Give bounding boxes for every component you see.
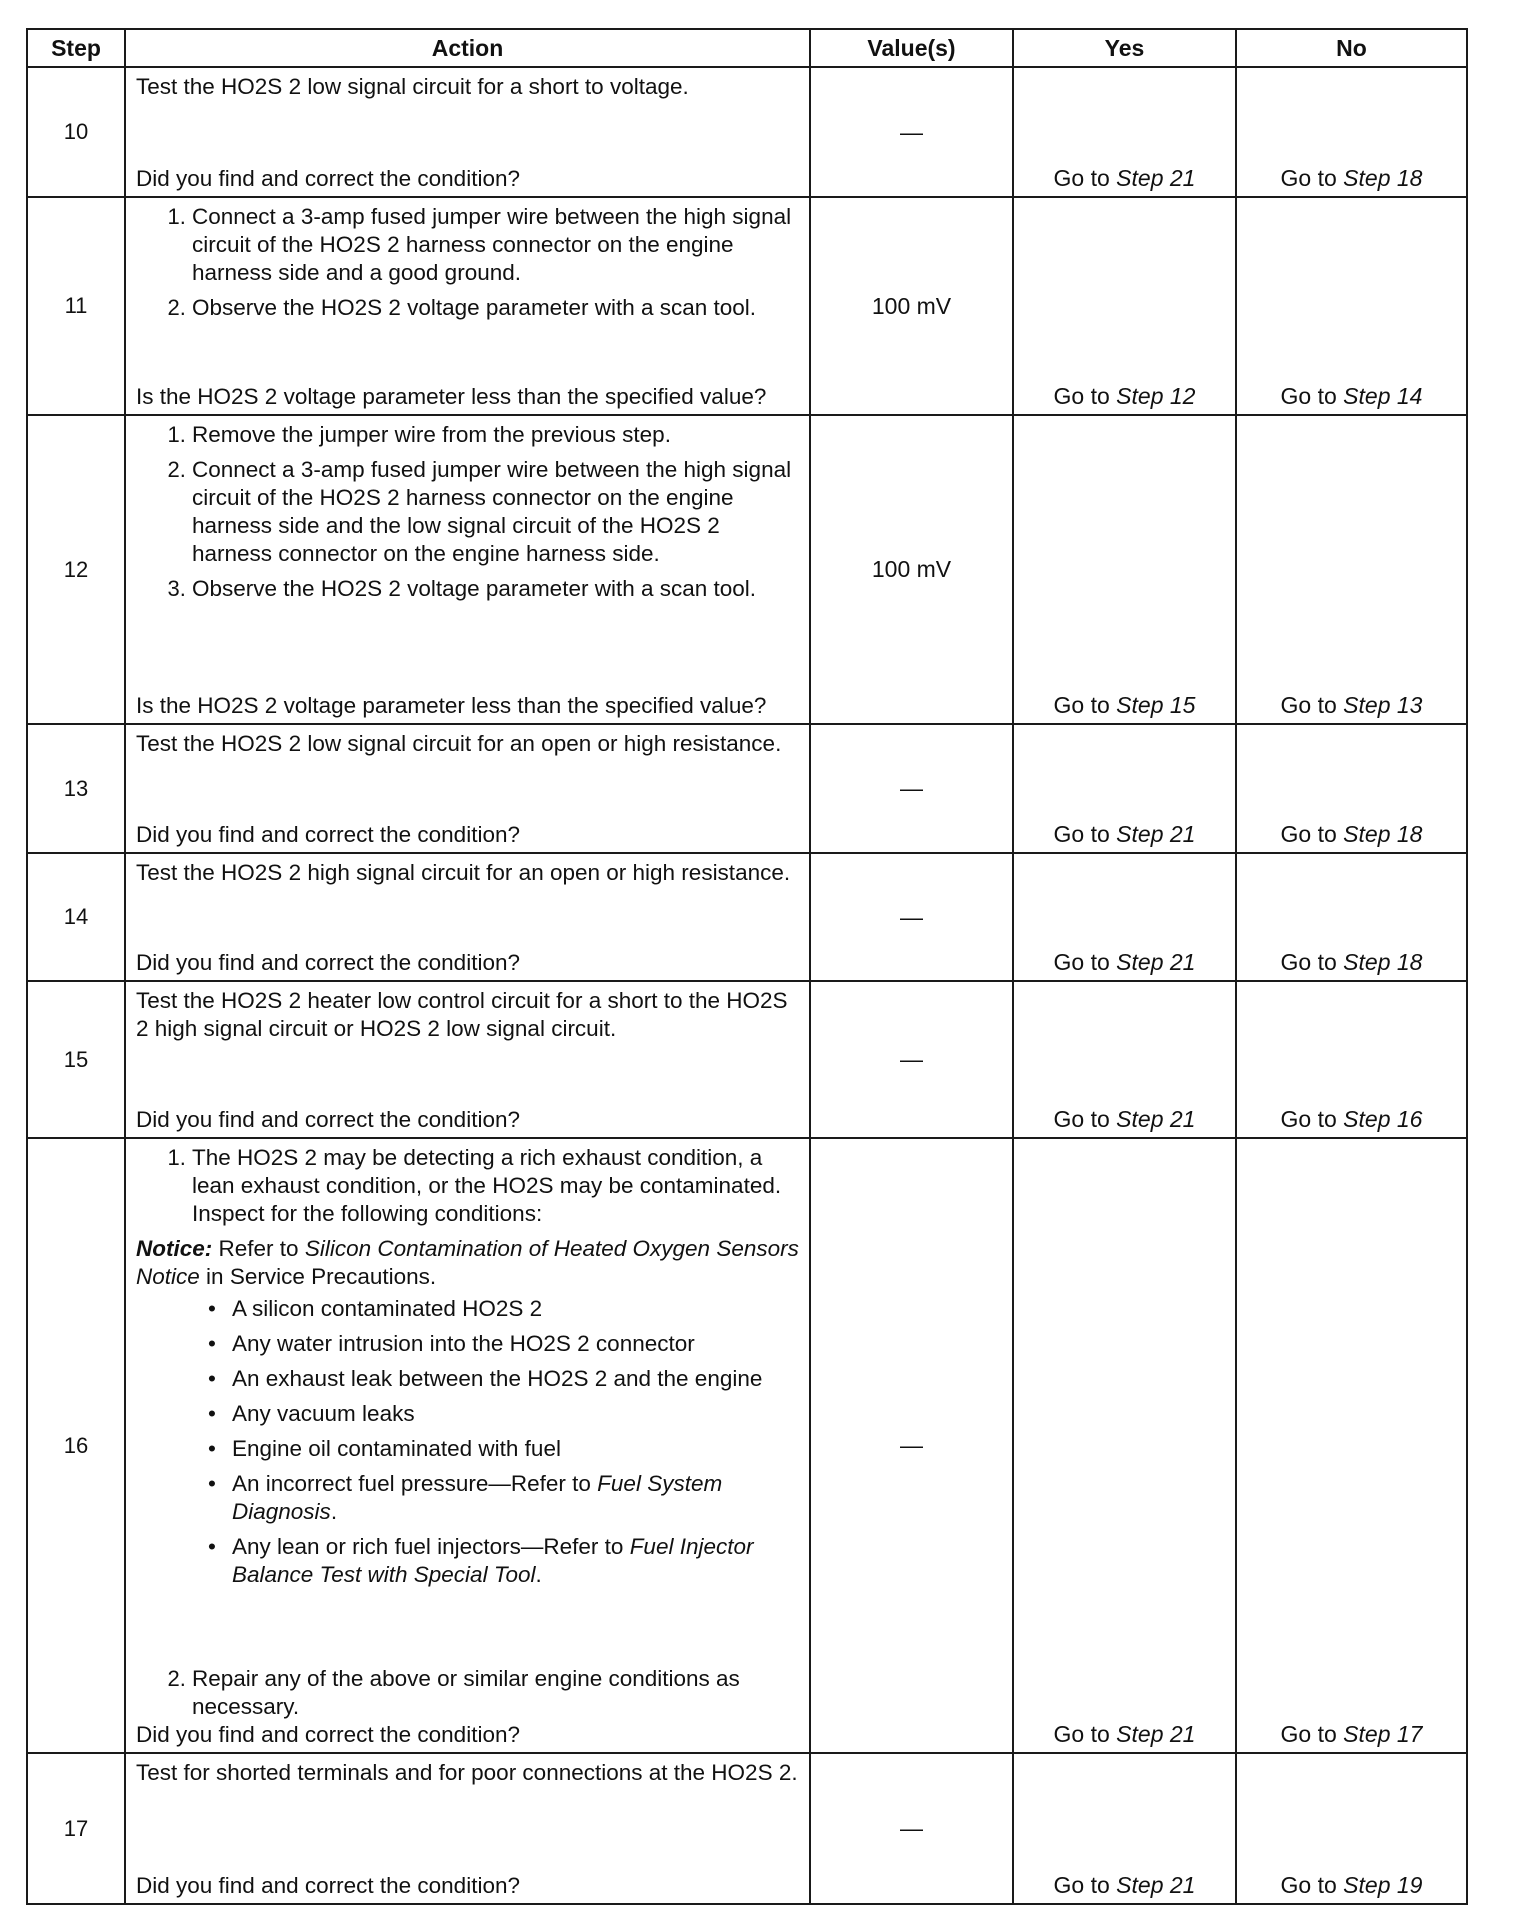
no-cell [1236, 981, 1467, 1138]
table-row [27, 981, 1467, 1138]
value-cell: — [810, 67, 1013, 197]
header-step: Step [27, 29, 125, 67]
notice [136, 1235, 799, 1291]
no-cell [1236, 67, 1467, 197]
no-goto-label: Go to [1280, 949, 1337, 975]
no-step-link[interactable]: Step 18 [1343, 949, 1423, 975]
yes-step-link[interactable]: Step 21 [1116, 165, 1196, 191]
action-question: Did you find and correct the condition? [136, 166, 520, 191]
table-row [27, 1138, 1467, 1753]
table-header-row [27, 29, 1467, 67]
table-row [27, 724, 1467, 853]
no-step-link[interactable]: Step 13 [1343, 692, 1423, 718]
header-yes: Yes [1013, 29, 1236, 67]
yes-cell [1013, 67, 1236, 197]
step-number: 17 [27, 1753, 125, 1904]
no-cell [1236, 415, 1467, 724]
yes-cell [1013, 724, 1236, 853]
action-question: Did you find and correct the condition? [136, 1107, 520, 1132]
no-goto-label: Go to [1280, 1872, 1337, 1898]
action-steps-list [136, 1144, 799, 1228]
no-goto-label: Go to [1280, 821, 1337, 847]
yes-step-link[interactable]: Step 21 [1116, 1106, 1196, 1132]
no-step-link[interactable]: Step 14 [1343, 383, 1423, 409]
action-step: 1. Connect a 3-amp fused jumper wire between the high signal circuit of the HO2S 2 harness connector on the engine harness side and a good ground. [192, 203, 799, 287]
action-steps-list [136, 421, 799, 603]
no-cell [1236, 724, 1467, 853]
notice-text: Service Precautions. [229, 1264, 437, 1289]
condition-item: • Engine oil contaminated with fuel [232, 1435, 799, 1463]
action-cell [125, 724, 810, 853]
action-text: Test the HO2S 2 low signal circuit for a short to voltage. [136, 74, 689, 99]
step-number: 10 [27, 67, 125, 197]
action-question: Is the HO2S 2 voltage parameter less than the specified value? [136, 693, 767, 718]
no-step-link[interactable]: Step 16 [1343, 1106, 1423, 1132]
notice-text: Refer to [218, 1236, 299, 1261]
action-cell [125, 1753, 810, 1904]
action-step: 2. Repair any of the above or similar engine conditions as necessary. [192, 1665, 799, 1721]
step-number: 14 [27, 853, 125, 981]
notice-text: in [206, 1264, 224, 1289]
step-number: 11 [27, 197, 125, 415]
no-cell [1236, 1138, 1467, 1753]
action-step: 3. Observe the HO2S 2 voltage parameter with a scan tool. [192, 575, 799, 603]
value-cell: — [810, 853, 1013, 981]
yes-step-link[interactable]: Step 21 [1116, 1721, 1196, 1747]
header-action: Action [125, 29, 810, 67]
action-steps-list [136, 1665, 799, 1721]
condition-text: An incorrect fuel pressure—Refer to [232, 1471, 591, 1496]
action-step: 2. Connect a 3-amp fused jumper wire between the high signal circuit of the HO2S 2 harness connector on the engine harness side and the low signal circuit of the HO2S 2 harness connector on the engine harness side. [192, 456, 799, 568]
condition-text: Any lean or rich fuel injectors—Refer to [232, 1534, 624, 1559]
diagnostic-table-page [26, 28, 1466, 1905]
yes-goto-label: Go to [1053, 692, 1110, 718]
action-text: Test the HO2S 2 low signal circuit for an open or high resistance. [136, 731, 782, 756]
table-row [27, 197, 1467, 415]
condition-item: • A silicon contaminated HO2S 2 [232, 1295, 799, 1323]
fuel-injector-balance-test-link[interactable]: Fuel Injector Balance Test with Special Tool [232, 1534, 754, 1587]
action-cell [125, 1138, 810, 1753]
value-cell: — [810, 724, 1013, 853]
yes-goto-label: Go to [1053, 165, 1110, 191]
condition-item: • Any lean or rich fuel injectors—Refer to Fuel Injector Balance Test with Special Tool. [232, 1533, 799, 1589]
value-cell: 100 mV [810, 197, 1013, 415]
no-goto-label: Go to [1280, 1106, 1337, 1132]
table-row [27, 415, 1467, 724]
value-cell: — [810, 1753, 1013, 1904]
yes-cell [1013, 415, 1236, 724]
step-number: 12 [27, 415, 125, 724]
notice-label: Notice: [136, 1236, 213, 1261]
value-cell: — [810, 981, 1013, 1138]
yes-cell [1013, 197, 1236, 415]
action-step: 2. Observe the HO2S 2 voltage parameter with a scan tool. [192, 294, 799, 322]
yes-cell [1013, 1753, 1236, 1904]
diagnostic-table [26, 28, 1468, 1905]
action-cell [125, 981, 810, 1138]
action-text: Test for shorted terminals and for poor connections at the HO2S 2. [136, 1760, 798, 1785]
no-goto-label: Go to [1280, 1721, 1337, 1747]
action-question: Is the HO2S 2 voltage parameter less than the specified value? [136, 384, 767, 409]
yes-cell [1013, 981, 1236, 1138]
no-goto-label: Go to [1280, 383, 1337, 409]
action-question: Did you find and correct the condition? [136, 1722, 520, 1747]
condition-item: • An incorrect fuel pressure—Refer to Fuel System Diagnosis. [232, 1470, 799, 1526]
yes-goto-label: Go to [1053, 1721, 1110, 1747]
no-cell [1236, 1753, 1467, 1904]
step-number: 16 [27, 1138, 125, 1753]
no-step-link[interactable]: Step 19 [1343, 1872, 1423, 1898]
yes-step-link[interactable]: Step 21 [1116, 821, 1196, 847]
no-cell [1236, 197, 1467, 415]
no-step-link[interactable]: Step 18 [1343, 821, 1423, 847]
action-steps-list [136, 203, 799, 322]
yes-step-link[interactable]: Step 21 [1116, 949, 1196, 975]
header-values: Value(s) [810, 29, 1013, 67]
action-cell [125, 853, 810, 981]
action-text: Test the HO2S 2 high signal circuit for an open or high resistance. [136, 860, 791, 885]
yes-goto-label: Go to [1053, 1106, 1110, 1132]
no-goto-label: Go to [1280, 692, 1337, 718]
action-step: 1. Remove the jumper wire from the previous step. [192, 421, 799, 449]
fuel-system-diagnosis-link[interactable]: Fuel System Diagnosis [232, 1471, 723, 1524]
table-row [27, 1753, 1467, 1904]
no-step-link[interactable]: Step 18 [1343, 165, 1423, 191]
action-cell [125, 415, 810, 724]
no-step-link[interactable]: Step 17 [1343, 1721, 1423, 1747]
action-question: Did you find and correct the condition? [136, 950, 520, 975]
yes-goto-label: Go to [1053, 821, 1110, 847]
yes-goto-label: Go to [1053, 1872, 1110, 1898]
yes-step-link[interactable]: Step 15 [1116, 692, 1196, 718]
action-step: 1. The HO2S 2 may be detecting a rich exhaust condition, a lean exhaust condition, or the HO2S may be contaminated. Inspect for the following conditions: [192, 1144, 799, 1228]
action-question: Did you find and correct the condition? [136, 822, 520, 847]
step-number: 13 [27, 724, 125, 853]
condition-item: • An exhaust leak between the HO2S 2 and the engine [232, 1365, 799, 1393]
value-cell: 100 mV [810, 415, 1013, 724]
action-text: Test the HO2S 2 heater low control circuit for a short to the HO2S 2 high signal circuit or HO2S 2 low signal circuit. [136, 988, 788, 1041]
value-cell: — [810, 1138, 1013, 1753]
action-question: Did you find and correct the condition? [136, 1873, 520, 1898]
table-row [27, 853, 1467, 981]
conditions-list [136, 1295, 799, 1589]
yes-cell [1013, 853, 1236, 981]
yes-goto-label: Go to [1053, 949, 1110, 975]
action-cell [125, 197, 810, 415]
condition-item: • Any water intrusion into the HO2S 2 connector [232, 1330, 799, 1358]
header-no: No [1236, 29, 1467, 67]
yes-step-link[interactable]: Step 21 [1116, 1872, 1196, 1898]
table-row [27, 67, 1467, 197]
step-number: 15 [27, 981, 125, 1138]
yes-goto-label: Go to [1053, 383, 1110, 409]
no-goto-label: Go to [1280, 165, 1337, 191]
condition-item: • Any vacuum leaks [232, 1400, 799, 1428]
yes-step-link[interactable]: Step 12 [1116, 383, 1196, 409]
action-cell [125, 67, 810, 197]
no-cell [1236, 853, 1467, 981]
notice-link[interactable]: Silicon Contamination of Heated Oxygen Sensors Notice [136, 1236, 799, 1289]
yes-cell [1013, 1138, 1236, 1753]
